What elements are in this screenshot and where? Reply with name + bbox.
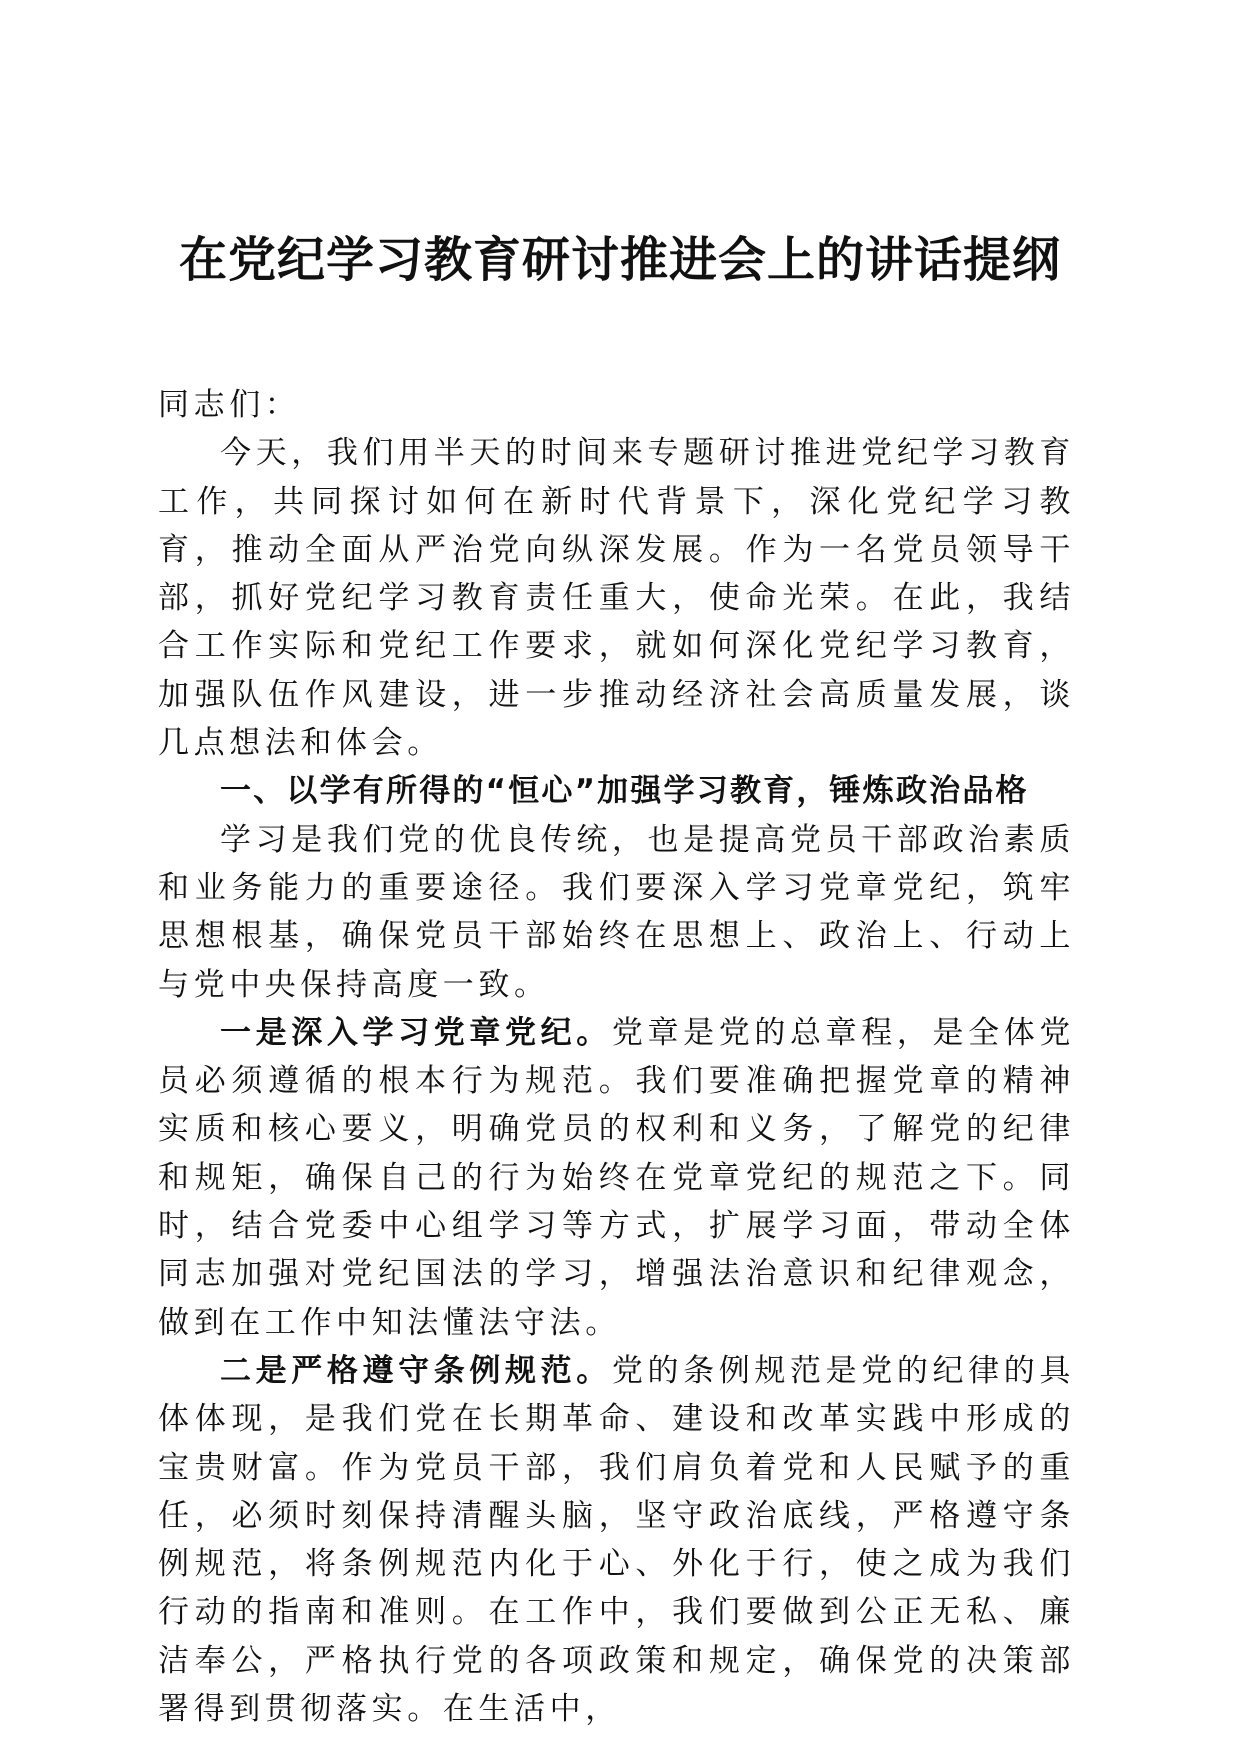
salutation: 同志们： xyxy=(158,387,301,423)
point-one-body: 党章是党的总章程，是全体党员必须遵循的根本行为规范。我们要准确把握党章的精神实质和核心要义，明确党员的权利和义务，了解党的纪律和规矩，确保自己的行为始终在党章党纪的规范之下。同时，结合党委中心组学习等方式，扩展学习面，带动全体同志加强对党纪国法的学习，增强法治意识和纪律观念，做到在工作中知法懂法守法。 xyxy=(158,1014,1075,1341)
section-intro-paragraph: 学习是我们党的优良传统，也是提高党员干部政治素质和业务能力的重要途径。我们要深入学习党章党纪，筑牢思想根基，确保党员干部始终在思想上、政治上、行动上与党中央保持高度一致。 xyxy=(158,821,1075,1003)
document-body xyxy=(158,381,1075,1733)
point-two-lead: 二是严格遵守条例规范。 xyxy=(220,1352,612,1389)
document-title: 在党纪学习教育研讨推进会上的讲话提纲 xyxy=(178,232,1061,288)
point-one-paragraph xyxy=(158,1009,1075,1347)
point-two-paragraph xyxy=(158,1347,1075,1733)
point-two-body: 党的条例规范是党的纪律的具体体现，是我们党在长期革命、建设和改革实践中形成的宝贵财富。作为党员干部，我们肩负着党和人民赋予的重任，必须时刻保持清醒头脑，坚守政治底线，严格遵守条例规范，将条例规范内化于心、外化于行，使之成为我们行动的指南和准则。在工作中，我们要做到公正无私、廉洁奉公，严格执行党的各项政策和规定，确保党的决策部署得到贯彻落实。在生活中， xyxy=(158,1352,1075,1728)
section-heading: 一、以学有所得的“恒心”加强学习教育，锤炼政治品格 xyxy=(220,773,1029,810)
intro-paragraph: 今天，我们用半天的时间来专题研讨推进党纪学习教育工作，共同探讨如何在新时代背景下，深化党纪学习教育，推动全面从严治党向纵深发展。作为一名党员领导干部，抓好党纪学习教育责任重大，使命光荣。在此，我结合工作实际和党纪工作要求，就如何深化党纪学习教育，加强队伍作风建设，进一步推动经济社会高质量发展，谈几点想法和体会。 xyxy=(158,435,1075,762)
point-one-lead: 一是深入学习党章党纪。 xyxy=(220,1014,612,1051)
